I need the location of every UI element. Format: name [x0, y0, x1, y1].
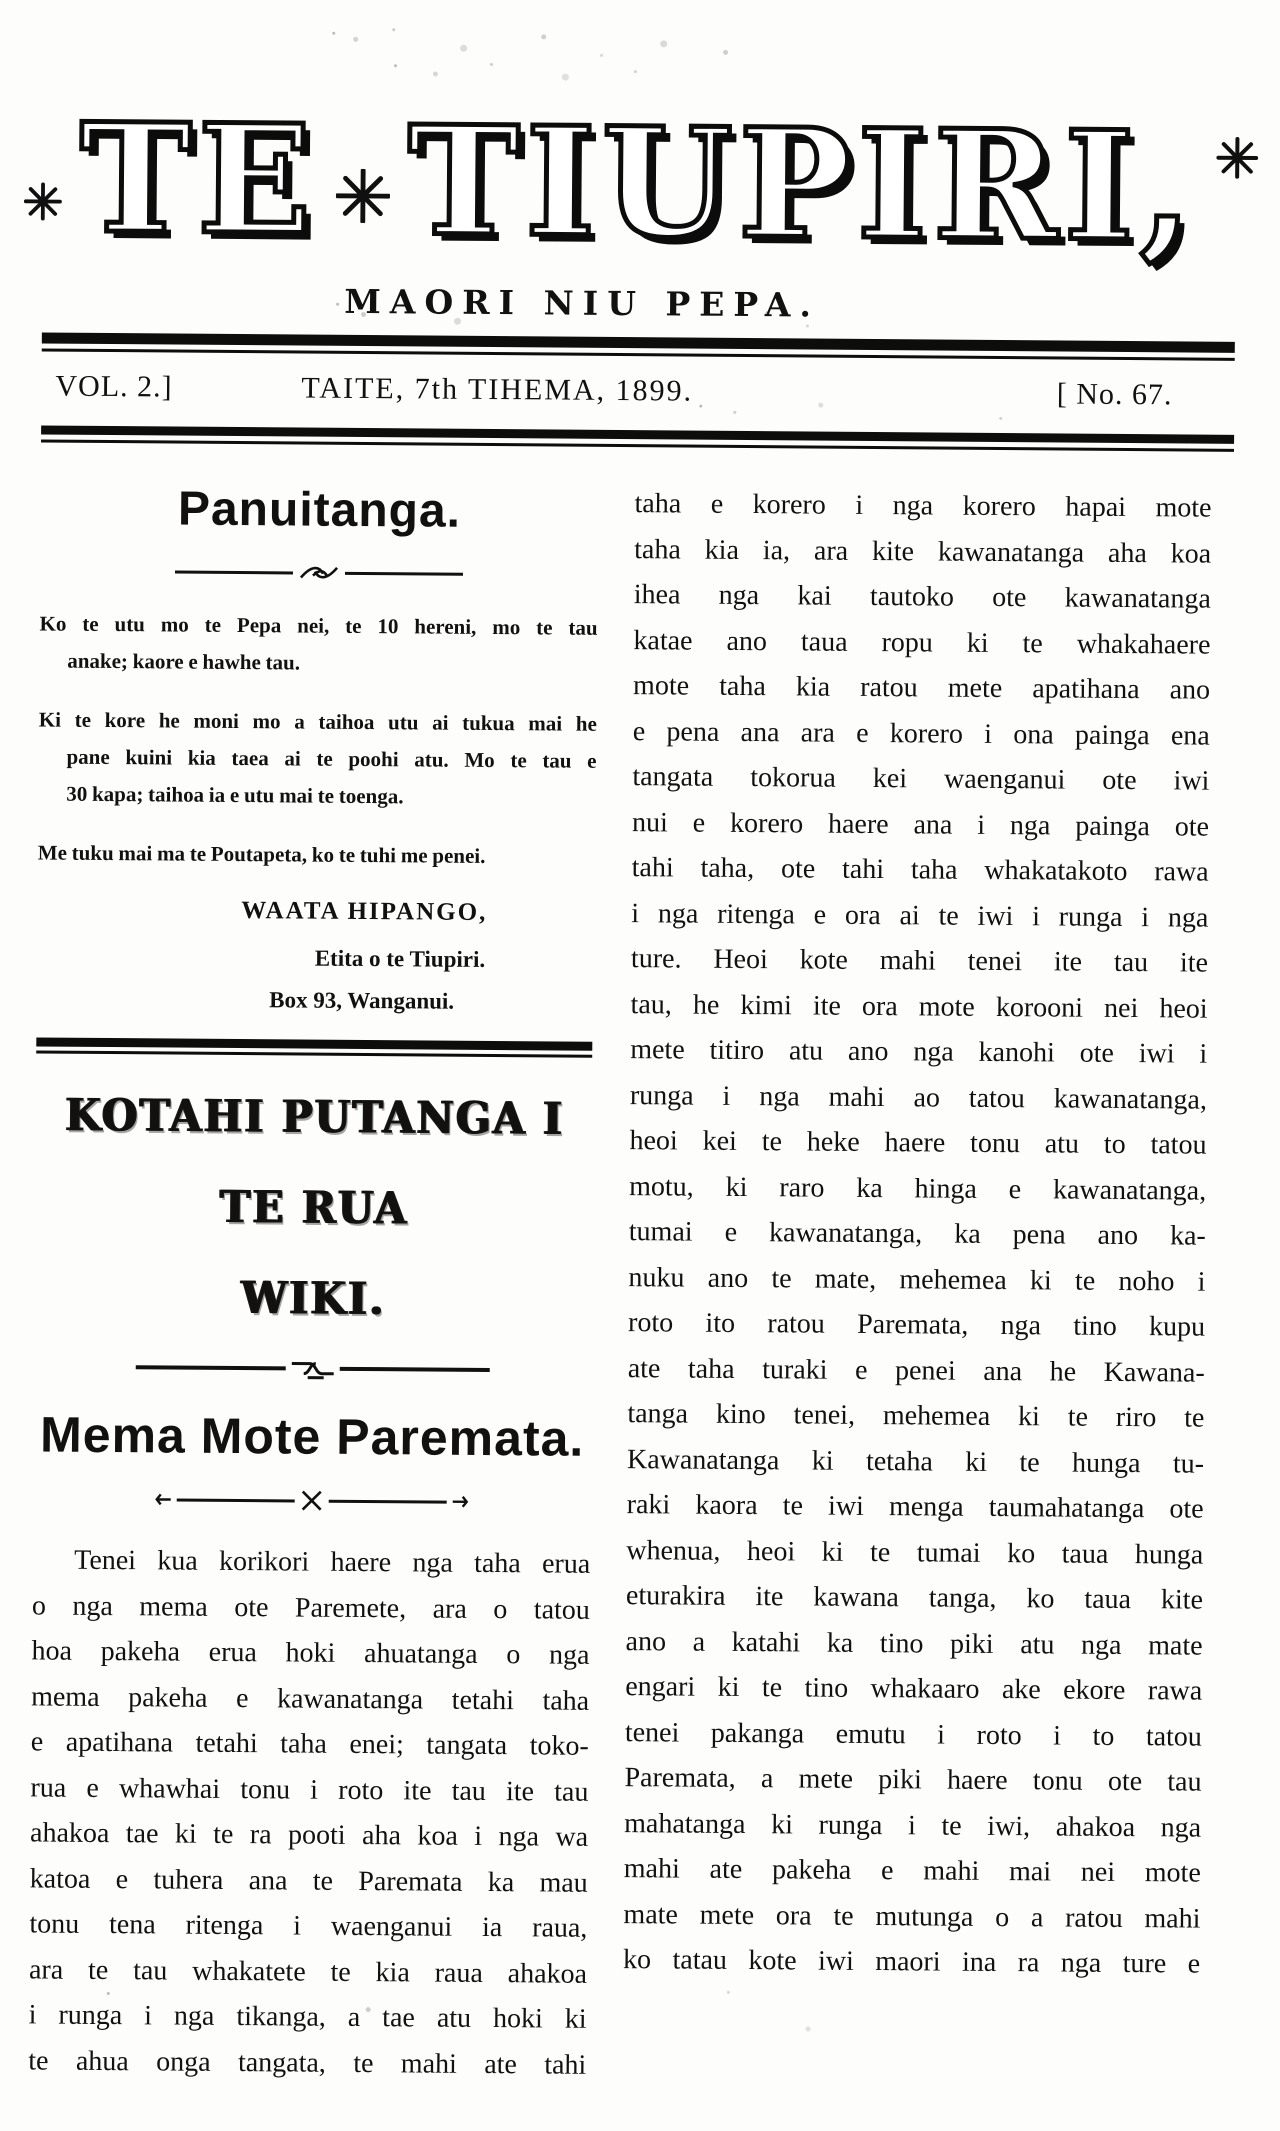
- postal-notice: [38, 834, 596, 875]
- text-line: motu, ki raro ka hinga e kawanatanga,: [629, 1164, 1206, 1214]
- star-ornament-icon: [1216, 137, 1258, 179]
- text-line: tanga kino tenei, mehemea ki te riro te: [627, 1391, 1204, 1441]
- issue-number: [ No. 67.: [1057, 377, 1173, 412]
- issue-date: TAITE, 7th TIHEMA, 1899.: [301, 372, 693, 409]
- text-line: taha e korero i nga korero hapai mote: [634, 481, 1211, 531]
- scan-noise: [332, 32, 335, 35]
- text-line: Tenei kua korikori haere nga taha erua: [32, 1537, 590, 1587]
- text-line: i nga ritenga e ora ai te iwi i runga i nga: [631, 891, 1208, 941]
- text-line: tau, he kimi ite ora mote korooni nei heoi: [630, 982, 1207, 1032]
- text-line: pane kuini kia taea ai te poohi atu. Mo te tau e: [38, 738, 596, 779]
- text-line: mahi ate pakeha e mahi mai nei mote: [624, 1846, 1201, 1896]
- text-line: rua e whawhai tonu i roto ite tau ite tau: [30, 1765, 588, 1815]
- text-line: o nga mema ote Paremete, ara o tatou: [32, 1583, 590, 1633]
- text-line: e pena ana ara e korero i ona painga ena: [633, 709, 1210, 759]
- floral-divider-icon: [40, 557, 598, 587]
- horizontal-rule: [42, 332, 1235, 360]
- masthead-title-row: [0, 83, 1280, 283]
- text-line: katoa e tuhera ana te Paremata ka mau: [30, 1856, 588, 1906]
- text-line: mahatanga ki runga i te iwi, ahakoa nga: [624, 1801, 1201, 1851]
- text-line: taha kia ia, ara kite kawanatanga aha koa: [634, 527, 1211, 577]
- text-line: anake; kaore e hawhe tau.: [39, 642, 597, 683]
- horizontal-rule: [36, 1037, 592, 1057]
- article-heading: Mema Mote Paremata.: [33, 1405, 591, 1467]
- masthead: [0, 83, 1280, 328]
- dateline: [49, 364, 1234, 425]
- text-line: tonu tena ritenga i waenganui ia raua,: [29, 1901, 587, 1951]
- text-line: mete titiro atu ano nga kanohi ote iwi i: [630, 1027, 1207, 1077]
- text-line: runga i nga mahi ao tatou kawanatanga,: [630, 1073, 1207, 1123]
- text-line: ano a katahi ka tino piki atu nga mate: [625, 1619, 1202, 1669]
- text-line: mate mete ora te mutunga o a ratou mahi: [623, 1892, 1200, 1942]
- horizontal-rule: [41, 425, 1234, 451]
- volume-label: VOL. 2.]: [55, 370, 172, 405]
- text-line: ko tatau kote iwi maori ina ra nga ture e: [623, 1937, 1200, 1987]
- text-line: tangata tokorua kei waenganui ote iwi: [632, 754, 1209, 804]
- editor-title: Etita o te Tiupiri.: [121, 944, 679, 974]
- text-line: Ki te kore he moni mo a taihoa utu ai tukua mai he: [39, 701, 597, 742]
- star-ornament-icon: [335, 169, 389, 223]
- masthead-title-word: TE: [79, 104, 318, 256]
- text-line: eturakira ite kawana tanga, ko taua kite: [626, 1573, 1203, 1623]
- article-body: [28, 1537, 590, 2087]
- text-line: ihea nga kai tautoko ote kawanatanga: [634, 572, 1211, 622]
- right-column: [623, 475, 1212, 1987]
- crossed-arrow-divider-icon: [33, 1485, 591, 1515]
- text-line: i runga i nga tikanga, a tae atu hoki ki: [28, 1992, 586, 2042]
- text-line: ara te tau whakatete te kia raua ahakoa: [29, 1947, 587, 1997]
- text-line: heoi kei te heke haere tonu atu to tatou: [629, 1118, 1206, 1168]
- subscription-notice: [38, 701, 597, 816]
- frequency-heading-line2: WIKI.: [241, 1272, 386, 1325]
- text-line: ture. Heoi kote mahi tenei ite tau ite: [631, 936, 1208, 986]
- text-line: mote taha kia ratou mete apatihana ano: [633, 663, 1210, 713]
- text-line: e apatihana tetahi taha enei; tangata toko-: [31, 1719, 589, 1769]
- text-line: te ahua onga tangata, te mahi ate tahi: [28, 2038, 586, 2088]
- text-line: ahakoa tae ki te ra pooti aha koa i nga wa: [30, 1810, 588, 1860]
- text-line: nui e korero haere ana i nga painga ote: [632, 800, 1209, 850]
- text-line: Kawanatanga ki tetaha ki te hunga tu-: [627, 1437, 1204, 1487]
- text-line: raki kaora te iwi menga taumahatanga ote: [627, 1482, 1204, 1532]
- text-line: Ko te utu mo te Pepa nei, te 10 hereni, mo te tau: [39, 605, 597, 646]
- frequency-heading: [34, 1069, 594, 1346]
- text-line: nuku ano te mate, mehemea ki te noho i: [628, 1255, 1205, 1305]
- text-line: tenei pakanga emutu i roto i to tatou: [625, 1710, 1202, 1760]
- text-line: katae ano taua ropu ki te whakahaere: [633, 618, 1210, 668]
- text-line: Me tuku mai ma te Poutapeta, ko te tuhi me penei.: [38, 834, 596, 875]
- masthead-subtitle: MAORI NIU PEPA.: [0, 279, 1222, 328]
- text-line: tumai e kawanatanga, ka pena ano ka-: [629, 1209, 1206, 1259]
- editor-address: Box 93, Wanganui.: [83, 986, 641, 1016]
- text-line: engari ki te tino whakaaro ake ekore rawa: [625, 1664, 1202, 1714]
- text-line: whenua, heoi ki te tumai ko taua hunga: [626, 1528, 1203, 1578]
- subscription-notice: [39, 605, 598, 683]
- text-line: hoa pakeha erua hoki ahuatanga o nga: [31, 1628, 589, 1678]
- text-line: mema pakeha e kawanatanga tetahi taha: [31, 1674, 589, 1724]
- section-heading-panuitanga: Panuitanga.: [40, 480, 598, 539]
- masthead-title-word: TIUPIRI,: [407, 106, 1199, 262]
- left-column: [28, 470, 599, 2087]
- text-line: Paremata, a mete piki haere tonu ote tau: [624, 1755, 1201, 1805]
- text-line: 30 kapa; taihoa ia e utu mai te toenga.: [38, 775, 596, 816]
- text-line: ate taha turaki e penei ana he Kawana-: [628, 1346, 1205, 1396]
- article-body-continued: [623, 481, 1212, 1987]
- frequency-heading-line1: KOTAHI PUTANGA I TE RUA: [65, 1089, 564, 1234]
- editor-name: WAATA HIPANGO,: [85, 896, 643, 928]
- page-columns: [28, 470, 1234, 2092]
- star-ornament-icon: [23, 182, 61, 220]
- text-line: roto ito ratou Paremata, nga tino kupu: [628, 1300, 1205, 1350]
- scan-noise: [394, 64, 397, 67]
- text-line: tahi taha, ote tahi taha whakatakoto rawa: [632, 845, 1209, 895]
- ribbon-divider-icon: [34, 1353, 592, 1383]
- scan-noise: [107, 1992, 110, 1995]
